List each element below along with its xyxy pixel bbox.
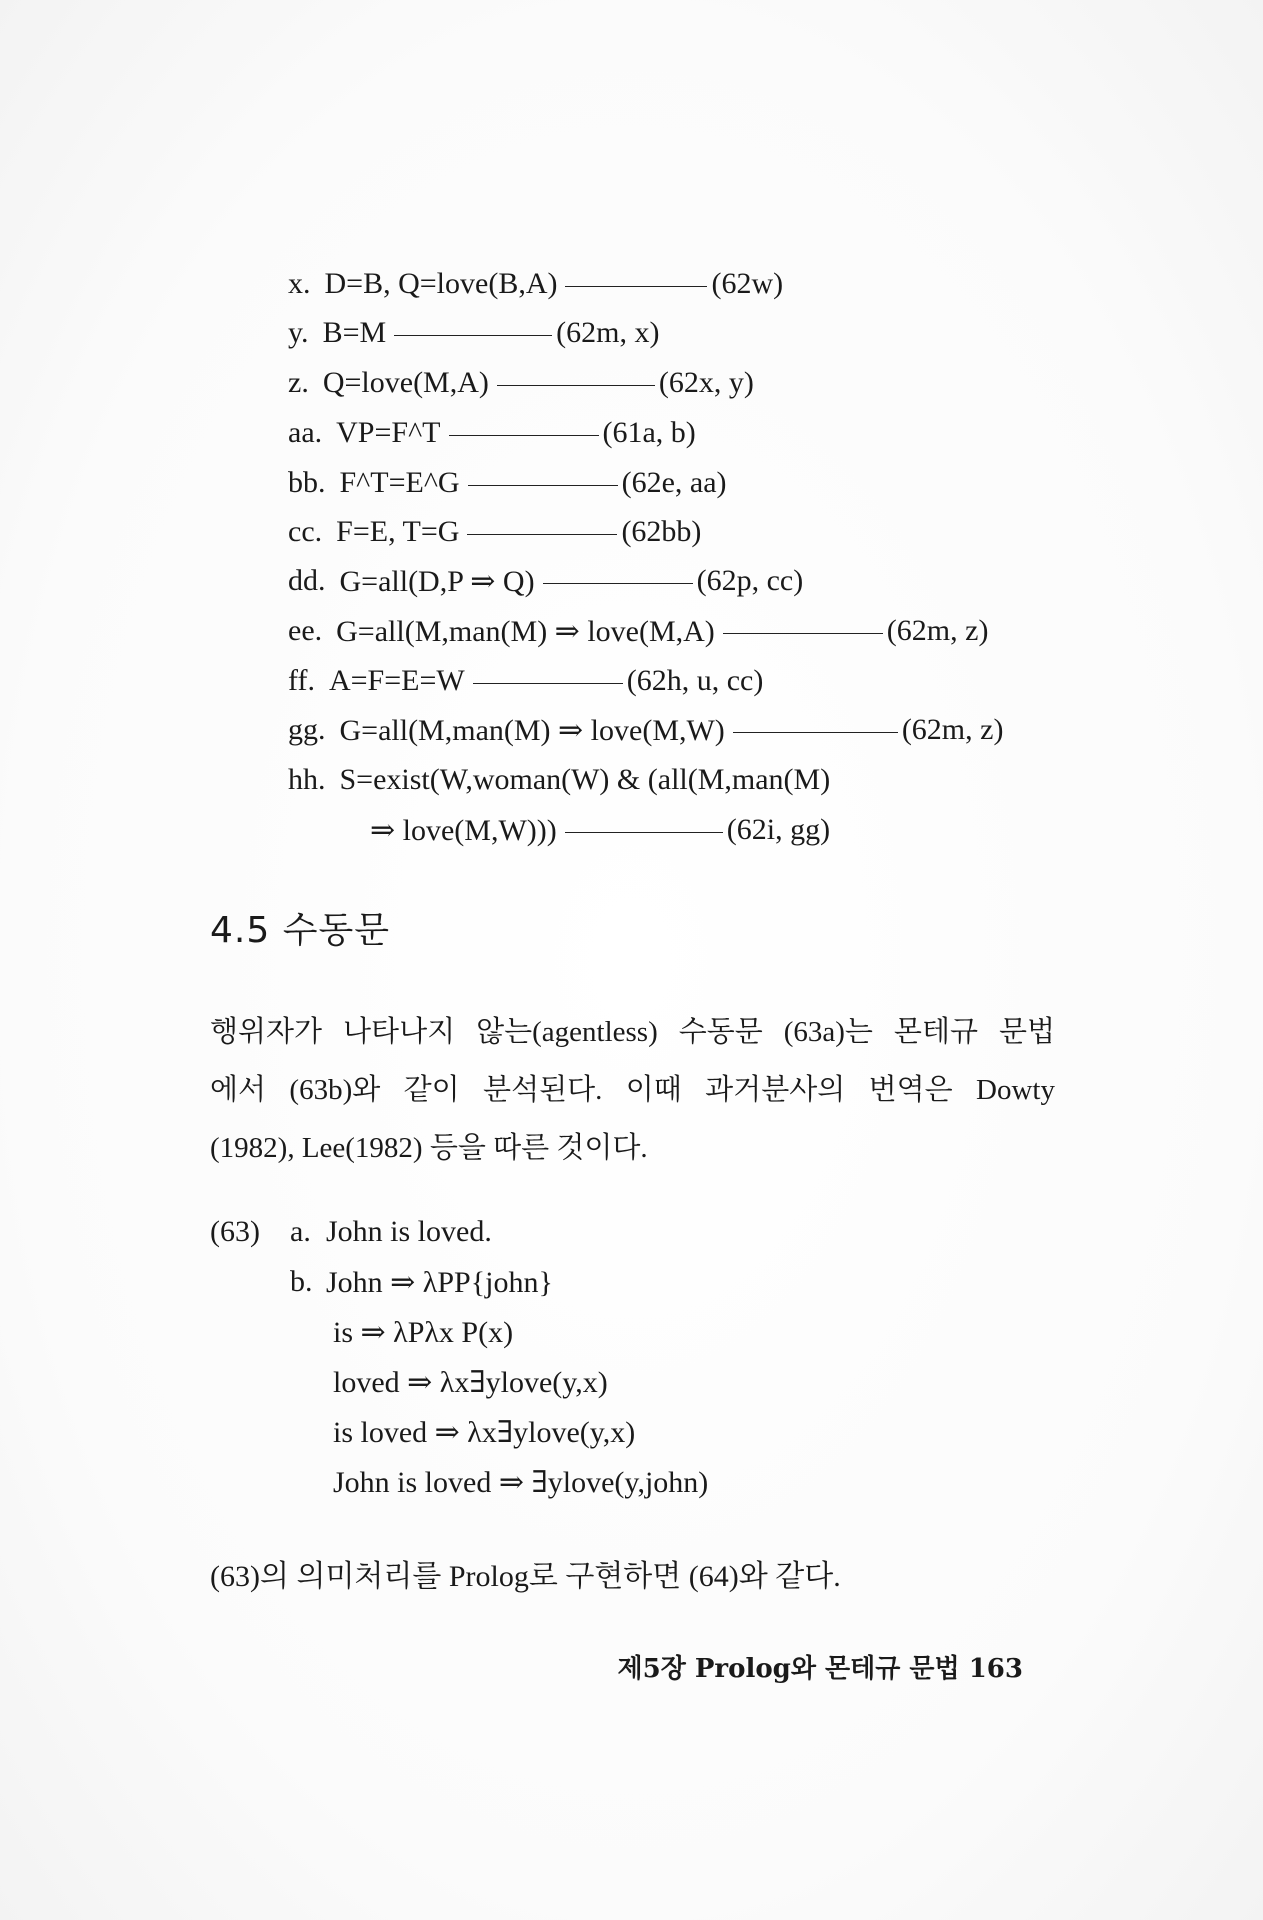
derivation-label: dd. xyxy=(288,564,326,597)
derivation-line-hh-cont xyxy=(370,808,830,852)
derivation-label: gg. xyxy=(288,713,326,746)
example-number: (63) xyxy=(210,1215,260,1248)
derivation-dash xyxy=(497,385,655,386)
derivation-ref: (62m, z) xyxy=(901,713,1004,746)
paragraph-line: 에서 (63b)와 같이 분석된다. 이때 과거분사의 번역은 Dowty xyxy=(210,1074,1055,1106)
derivation-dash xyxy=(565,286,707,287)
derivation-label: y. xyxy=(288,316,309,349)
derivation-dash xyxy=(543,583,693,584)
paragraph-line: 행위자가 나타나지 않는(agentless) 수동문 (63a)는 몬테규 문법 xyxy=(210,1016,1055,1048)
example-b-line: John is loved ⇒ ∃ylove(y,john) xyxy=(333,1465,709,1499)
derivation-expr: A=F=E=W xyxy=(328,664,465,697)
example-b-label: b. xyxy=(290,1265,313,1298)
example-a-text: John is loved. xyxy=(326,1215,492,1248)
derivation-expr: F=E, T=G xyxy=(336,515,460,548)
derivation-line-ff xyxy=(288,659,763,703)
derivation-label: hh. xyxy=(288,763,326,796)
derivation-expr: S=exist(W,woman(W) & (all(M,man(M) xyxy=(339,763,831,796)
section-heading: 4.5 수동문 xyxy=(210,910,391,951)
derivation-dash xyxy=(733,732,898,733)
derivation-expr: G=all(M,man(M) ⇒ love(M,W) xyxy=(339,713,725,747)
paragraph-implementation xyxy=(210,1548,1055,1606)
derivation-label: cc. xyxy=(288,515,323,548)
derivation-line-ee xyxy=(288,609,988,653)
derivation-expr: F^T=E^G xyxy=(339,466,460,499)
derivation-label: aa. xyxy=(288,416,323,449)
derivation-dash xyxy=(473,683,623,684)
derivation-expr: D=B, Q=love(B,A) xyxy=(324,267,558,300)
derivation-line-gg xyxy=(288,708,1003,752)
page-footer: 제5장 Prolog와 몬테규 문법 163 xyxy=(617,1654,1023,1684)
derivation-dash xyxy=(565,832,723,833)
derivation-expr: G=all(M,man(M) ⇒ love(M,A) xyxy=(336,614,715,648)
derivation-line-cc xyxy=(288,510,701,554)
derivation-line-x xyxy=(288,262,783,306)
derivation-dash xyxy=(723,633,883,634)
paragraph-line: (63)의 의미처리를 Prolog로 구현하면 (64)와 같다. xyxy=(210,1560,841,1593)
derivation-ref: (62x, y) xyxy=(658,366,754,399)
derivation-dash xyxy=(467,534,617,535)
derivation-label: ff. xyxy=(288,664,315,697)
example-b-line: is loved ⇒ λx∃ylove(y,x) xyxy=(333,1415,636,1449)
example-b-line: is ⇒ λPλx P(x) xyxy=(333,1315,514,1349)
example-b-line: John ⇒ λPP{john} xyxy=(326,1265,553,1299)
derivation-dash xyxy=(468,485,618,486)
derivation-label: x. xyxy=(288,267,311,300)
derivation-label: z. xyxy=(288,366,309,399)
derivation-line-bb xyxy=(288,461,727,505)
derivation-line-y xyxy=(288,311,660,355)
derivation-ref: (62w) xyxy=(711,267,784,300)
example-a-label: a. xyxy=(290,1215,311,1248)
derivation-expr: VP=F^T xyxy=(336,416,441,449)
paragraph-line: (1982), Lee(1982) 등을 따른 것이다. xyxy=(210,1132,648,1164)
paragraph-agentless-passive xyxy=(210,1003,1055,1177)
derivation-ref: (61a, b) xyxy=(602,416,696,449)
derivation-dash xyxy=(449,435,599,436)
derivation-ref: (62h, u, cc) xyxy=(626,664,764,697)
derivation-expr: B=M xyxy=(322,316,387,349)
derivation-line-z xyxy=(288,361,754,405)
derivation-line-hh xyxy=(288,758,830,802)
derivation-label: ee. xyxy=(288,614,323,647)
derivation-expr: G=all(D,P ⇒ Q) xyxy=(339,564,535,598)
derivation-ref: (62e, aa) xyxy=(621,466,727,499)
derivation-expr: ⇒ love(M,W))) xyxy=(370,813,557,847)
derivation-expr: Q=love(M,A) xyxy=(322,366,489,399)
derivation-ref: (62m, x) xyxy=(556,316,660,349)
derivation-line-aa xyxy=(288,411,696,455)
derivation-label: bb. xyxy=(288,466,326,499)
derivation-ref: (62m, z) xyxy=(886,614,989,647)
derivation-ref: (62i, gg) xyxy=(726,813,831,846)
derivation-ref: (62bb) xyxy=(621,515,702,548)
derivation-dash xyxy=(394,335,552,336)
derivation-line-dd xyxy=(288,559,803,603)
example-b-line: loved ⇒ λx∃ylove(y,x) xyxy=(333,1365,608,1399)
derivation-ref: (62p, cc) xyxy=(696,564,804,597)
